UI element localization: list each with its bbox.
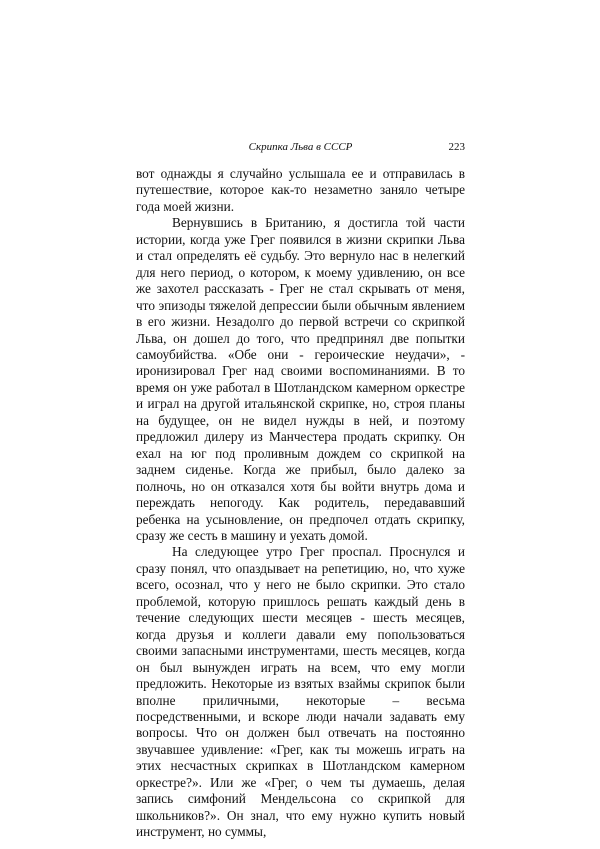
body-text [136, 166, 465, 841]
paragraph: На следующее утро Грег проспал. Проснулся и сразу понял, что опаздывает на репетицию, но, что хуже всего, осознал, что у него не было скрипки. Это стало проблемой, которую пришлось решать каждый день в течение следующих шести месяцев - шесть месяцев, когда друзья и коллеги давали ему попользоваться своими запасными инструментами, шесть месяцев, когда он был вынужден играть на всем, что ему могли предложить. Некоторые из взятых взаймы скрипок были вполне приличными, некоторые – весьма посредственными, и вскоре люди начали задавать ему вопросы. Что он должен был отвечать на постоянно звучавшее удивление: «Грег, как ты можешь играть на этих несчастных скрипках в Шотландском камерном оркестре?». Или же «Грег, о чем ты думаешь, делая запись симфоний Мендельсона со скрипкой для школьников?». Он знал, что ему нужно купить новый инструмент, но суммы, [136, 544, 465, 840]
paragraph: Вернувшись в Британию, я достигла той части истории, когда уже Грег появился в жизни скрипки Льва и стал определять её судьбу. Это вернуло нас в нелегкий для него период, о котором, к моему удивлению, он все же захотел рассказать - Грег не стал скрывать от меня, что эпизоды тяжелой депрессии были обычным явлением в его жизни. Незадолго до первой встречи со скрипкой Льва, он дошел до того, что предпринял две попытки самоубийства. «Обе они - героические неудачи», - иронизировал Грег над своими воспоминаниями. В то время он уже работал в Шотландском камерном оркестре и играл на другой итальянской скрипке, но, строя планы на будущее, он не видел нужды в ней, и поэтому предложил дилеру из Манчестера продать скрипку. Он ехал на юг под проливным дождем со скрипкой на заднем сиденье. Когда же прибыл, было далеко за полночь, но он отказался хотя бы войти внутрь дома и переждать непогоду. Как родитель, передававший ребенка на усыновление, он предпочел отдать скрипку, сразу же сесть в машину и уехать домой. [136, 215, 465, 543]
running-head-title: Скрипка Льва в СССР [248, 141, 353, 153]
paragraph-continuation: вот однажды я случайно услышала ее и отправилась в путешествие, которое как-то незаметно заняло четыре года моей жизни. [136, 166, 465, 214]
page-number: 223 [448, 141, 465, 153]
running-head [136, 139, 465, 155]
